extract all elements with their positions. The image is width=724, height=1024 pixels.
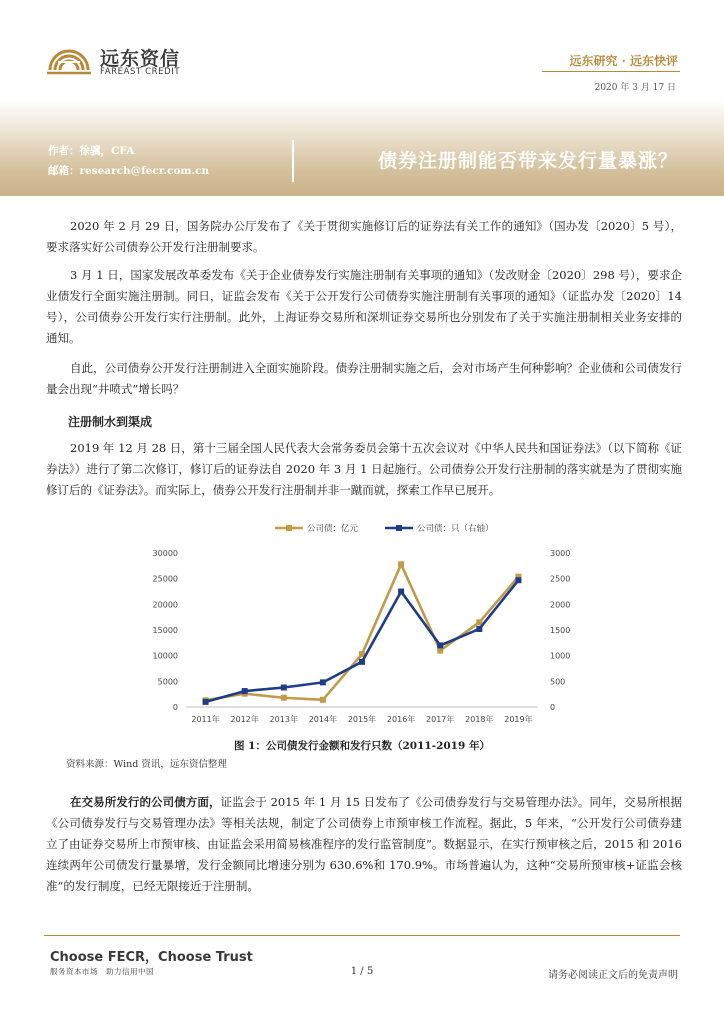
report-date: 2020 年 3 月 17 日: [594, 83, 676, 93]
data-point: [281, 684, 287, 690]
y-right-tick-label: 2000: [550, 600, 571, 610]
data-point: [437, 642, 443, 648]
y-left-tick-label: 15000: [152, 626, 178, 635]
fareast-logo-icon: [44, 40, 94, 78]
x-tick-label: 2011年: [191, 715, 220, 724]
x-tick-label: 2019年: [504, 715, 533, 724]
legend-label: 公司债：亿元: [307, 524, 359, 534]
y-left-tick-label: 10000: [152, 651, 178, 661]
chart-legend: [275, 523, 494, 534]
data-point: [398, 589, 404, 595]
y-left-tick-label: 30000: [152, 549, 178, 558]
paragraph-2: 3 月 1 日，国家发展改革委发布《关于企业债券发行实施注册制有关事项的通知》（发改财金〔2020〕298 号），要求企业债发行全面实施注册制。同日，证监会发布《关于公开发行公司债券实施注册制有关事项的通知》（证监办发〔2020〕14 号），公司债券公开发行实行注册制。此外，上海证券交易所和深圳证券交易所也分别发布了关于实施注册制相关业务安排的通知。: [46, 268, 682, 345]
footer-slogan-en: Choose FECR，Choose Trust: [50, 950, 253, 965]
brand-name-cn: 远东资信: [100, 48, 181, 70]
page-header: [0, 0, 724, 100]
y-right-tick-label: 3000: [550, 549, 571, 558]
chart-source: 资料来源：Wind 资讯，远东资信整理: [66, 759, 227, 770]
y-right-tick-label: 2500: [550, 574, 571, 584]
series-line-2: [206, 580, 519, 702]
legend-swatch-marker: [396, 525, 402, 531]
x-tick-label: 2014年: [308, 715, 338, 724]
y-right-tick-label: 1500: [550, 626, 571, 635]
data-point: [281, 695, 287, 701]
legend-swatch-marker: [286, 525, 292, 531]
paragraph-5-text: 证监会于 2015 年 1 月 15 日发布了《公司债券发行与交易管理办法》。同年，交易所根据《公司债券发行与交易管理办法》等相关法规，制定了公司债券上市预审核工作流程。据此，5 年来，“公开发行公司债券建立了由证券交易所上市预审核、由证监会采用简易核准程序的发行监管制度”。数据显示，在实行预审核之后，2015 和 2016 连续两年公司债发行量暴增，发行金额同比增速分别为 630.6%和 170.9%。市场普遍认为，这种“交易所预审核+证监会核准”的发行制度，已经无限接近于注册制。: [46, 795, 682, 893]
page-title: 债券注册制能否带来发行量暴涨？: [377, 150, 678, 172]
x-tick-label: 2018年: [465, 715, 494, 724]
page-number: 1 / 5: [350, 966, 374, 977]
data-point: [398, 561, 404, 567]
data-point: [476, 626, 482, 632]
data-point: [359, 659, 365, 665]
y-left-tick-label: 0: [172, 703, 178, 712]
data-point: [320, 697, 326, 703]
x-tick-label: 2015年: [347, 715, 377, 724]
x-tick-label: 2016年: [386, 715, 416, 724]
data-point: [437, 648, 443, 654]
y-right-tick-label: 500: [550, 677, 566, 687]
header-rule: [542, 71, 680, 72]
x-tick-label: 2013年: [269, 715, 298, 724]
footer-disclaimer: 请务必阅读正文后的免责声明: [548, 970, 678, 981]
footer-rule: [44, 935, 680, 936]
legend-label: 公司债：只（右轴）: [417, 524, 494, 534]
paragraph-5: [46, 792, 682, 897]
y-right-tick-label: 0: [550, 703, 556, 712]
report-series: 远东研究 · 远东快评: [569, 54, 678, 68]
author-email[interactable]: 邮箱：research@fecr.com.cn: [48, 165, 210, 177]
data-point: [320, 679, 326, 685]
y-right-tick-label: 1000: [550, 651, 571, 661]
banner-divider: [292, 140, 294, 182]
bond-issuance-chart: [0, 516, 724, 734]
data-point: [203, 699, 209, 705]
paragraph-4: 2019 年 12 月 28 日，第十三届全国人民代表大会常务委员会第十五次会议对《中华人民共和国证券法》（以下简称《证券法》）进行了第二次修订，修订后的证券法自 2020 年 3 月 1 日起施行。公司债券公开发行注册制的落实就是为了贯彻实施修订后的《证券法》。而实际上，债券公开发行注册制并非一蹴而就，探索工作早已展开。: [46, 441, 682, 497]
x-tick-label: 2012年: [230, 715, 259, 724]
data-point: [515, 577, 521, 583]
paragraph-5-lead: 在交易所发行的公司债方面，: [70, 795, 221, 809]
paragraph-3: 自此，公司债券公开发行注册制进入全面实施阶段。债券注册制实施之后，会对市场产生何种影响？企业债和公司债发行量会出现“井喷式”增长吗？: [46, 361, 682, 396]
chart-series: [203, 561, 522, 705]
chart-caption: 图 1：公司债发行金额和发行只数（2011-2019 年）: [234, 740, 490, 752]
section-heading: 注册制水到渠成: [68, 415, 153, 429]
y-left-tick-label: 20000: [152, 600, 178, 610]
x-tick-label: 2017年: [426, 715, 455, 724]
author: 作者：徐骥，CFA: [48, 145, 135, 157]
paragraph-1: 2020 年 2 月 29 日，国务院办公厅发布了《关于贯彻实施修订后的证券法有关工作的通知》（国办发〔2020〕5 号），要求落实好公司债券公开发行注册制要求。: [46, 219, 682, 254]
data-point: [242, 688, 248, 694]
y-left-tick-label: 5000: [157, 677, 178, 687]
brand-name-en: FAREAST CREDIT: [100, 67, 181, 77]
footer-slogan-cn: 服务资本市场 助力信用中国: [50, 967, 154, 976]
y-left-tick-label: 25000: [152, 574, 178, 584]
